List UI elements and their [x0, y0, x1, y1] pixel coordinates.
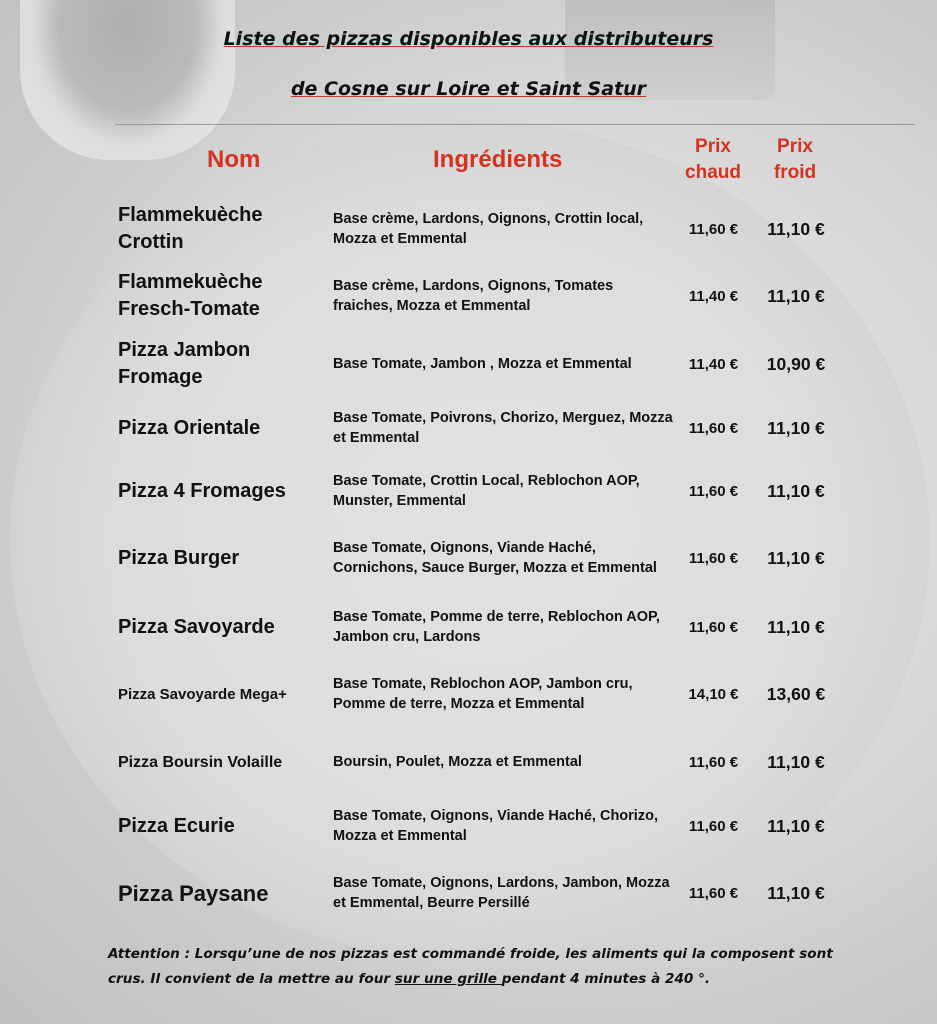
- pizza-ingredients: [333, 333, 673, 395]
- pizza-prix-chaud: [676, 797, 751, 855]
- pizza-prix-chaud-text: 11,40 €: [688, 287, 739, 305]
- pizza-prix-chaud-text: 11,60 €: [688, 549, 739, 567]
- pizza-name: [118, 860, 323, 926]
- pizza-prix-chaud: [676, 860, 751, 926]
- pizza-name-text: Pizza Orientale: [118, 416, 261, 439]
- note-underlined: sur une grille: [394, 971, 502, 987]
- pizza-name-text: Pizza Ecurie: [118, 814, 235, 837]
- pizza-ingredients: [333, 660, 673, 728]
- pizza-prix-froid: [757, 463, 835, 519]
- pizza-prix-chaud: [676, 600, 751, 654]
- pizza-name: [118, 198, 323, 260]
- pizza-ingredients-text: Base Tomate, Jambon , Mozza et Emmental: [333, 356, 632, 372]
- header-prix-chaud-line1: Prix: [695, 136, 731, 157]
- pizza-prix-froid-text: 11,10 €: [767, 815, 825, 836]
- pizza-prix-chaud-text: 11,60 €: [688, 419, 739, 437]
- pizza-row: [0, 736, 937, 788]
- pizza-prix-chaud: [676, 198, 751, 260]
- pizza-ingredients: [333, 198, 673, 260]
- pizza-prix-froid: [757, 600, 835, 654]
- pizza-row: [0, 400, 937, 456]
- pizza-prix-froid-text: 11,10 €: [767, 285, 825, 306]
- pizza-name: [118, 797, 323, 855]
- pizza-ingredients-text: Base Tomate, Oignons, Lardons, Jambon, Mozza et Emmental, Beurre Persillé: [333, 875, 670, 911]
- pizza-name: [118, 463, 323, 519]
- page-title-line2: de Cosne sur Loire et Saint Satur: [290, 78, 647, 100]
- pizza-prix-chaud: [676, 660, 751, 728]
- pizza-prix-froid-text: 11,10 €: [767, 218, 825, 239]
- pizza-row: [0, 660, 937, 728]
- pizza-prix-froid-text: 11,10 €: [767, 882, 825, 903]
- pizza-prix-froid: [757, 198, 835, 260]
- pizza-name: [118, 400, 323, 456]
- divider: [115, 124, 915, 125]
- pizza-ingredients-text: Base Tomate, Oignons, Viande Haché, Chorizo, Mozza et Emmental: [333, 808, 658, 844]
- pizza-row: [0, 523, 937, 593]
- header-ingredients: Ingrédients: [433, 146, 563, 173]
- pizza-prix-chaud: [676, 463, 751, 519]
- header-prix-froid-line2: froid: [773, 162, 817, 183]
- pizza-ingredients-text: Boursin, Poulet, Mozza et Emmental: [333, 754, 582, 770]
- pizza-prix-froid-text: 11,10 €: [767, 616, 825, 637]
- pizza-prix-froid: [757, 797, 835, 855]
- pizza-prix-froid: [757, 523, 835, 593]
- pizza-name-text: Pizza Boursin Volaille: [118, 753, 283, 771]
- pizza-ingredients: [333, 463, 673, 519]
- pizza-name-text: Pizza Burger: [118, 546, 240, 569]
- pizza-prix-froid: [757, 736, 835, 788]
- pizza-prix-froid-text: 11,10 €: [767, 480, 825, 501]
- note-text: Attention : Lorsqu’une de nos pizzas est commandé froide, les aliments qui la composent sont crus. Il convient de la mettre au four: [108, 946, 833, 987]
- page-title-line1: Liste des pizzas disponibles aux distributeurs: [223, 28, 714, 50]
- pizza-ingredients-text: Base crème, Lardons, Oignons, Crottin local, Mozza et Emmental: [333, 211, 644, 247]
- pizza-ingredients: [333, 600, 673, 654]
- pizza-ingredients-text: Base Tomate, Reblochon AOP, Jambon cru, Pomme de terre, Mozza et Emmental: [333, 676, 633, 712]
- pizza-name: [118, 736, 323, 788]
- pizza-ingredients: [333, 736, 673, 788]
- pizza-prix-froid-text: 10,90 €: [766, 353, 826, 374]
- pizza-row: [0, 600, 937, 654]
- pizza-ingredients-text: Base Tomate, Crottin Local, Reblochon AOP, Munster, Emmental: [333, 473, 640, 509]
- pizza-prix-froid: [757, 660, 835, 728]
- pizza-prix-chaud: [676, 736, 751, 788]
- pizza-row: [0, 198, 937, 260]
- pizza-name-text: Pizza Savoyarde Mega+: [118, 685, 287, 703]
- pizza-prix-froid-text: 11,10 €: [767, 751, 825, 772]
- pizza-prix-chaud-text: 11,60 €: [688, 618, 739, 636]
- header-nom: Nom: [207, 146, 261, 173]
- pizza-prix-froid: [757, 860, 835, 926]
- pizza-prix-chaud-text: 11,60 €: [688, 753, 739, 771]
- pizza-prix-chaud-text: 11,60 €: [688, 482, 739, 500]
- pizza-ingredients: [333, 400, 673, 456]
- pizza-name-text: Pizza Savoyarde: [118, 615, 275, 638]
- pizza-prix-chaud-text: 11,40 €: [688, 355, 739, 373]
- pizza-name: [118, 523, 323, 593]
- pizza-prix-chaud-text: 11,60 €: [688, 884, 739, 902]
- pizza-ingredients-text: Base Tomate, Poivrons, Chorizo, Merguez, Mozza et Emmental: [333, 410, 673, 446]
- warning-note: [108, 942, 868, 992]
- note-text-end: pendant 4 minutes à 240 °.: [501, 971, 711, 987]
- pizza-row: [0, 860, 937, 926]
- pizza-ingredients: [333, 265, 673, 327]
- pizza-prix-froid: [757, 265, 835, 327]
- pizza-name: [118, 600, 323, 654]
- pizza-prix-froid: [757, 400, 835, 456]
- pizza-prix-chaud: [676, 523, 751, 593]
- header-prix-chaud: [678, 134, 748, 186]
- pizza-row: [0, 463, 937, 519]
- pizza-prix-chaud-text: 11,60 €: [688, 220, 739, 238]
- pizza-ingredients: [333, 523, 673, 593]
- pizza-ingredients: [333, 797, 673, 855]
- pizza-ingredients-text: Base crème, Lardons, Oignons, Tomates fraiches, Mozza et Emmental: [333, 278, 614, 314]
- pizza-prix-chaud: [676, 265, 751, 327]
- pizza-name-text: Flammekuèche Fresch-Tomate: [118, 271, 263, 320]
- pizza-row: [0, 797, 937, 855]
- pizza-prix-froid-text: 11,10 €: [767, 547, 825, 568]
- pizza-prix-chaud-text: 14,10 €: [688, 685, 739, 703]
- pizza-name-text: Pizza Jambon Fromage: [118, 339, 251, 388]
- pizza-name: [118, 660, 323, 728]
- pizza-prix-froid: [757, 333, 835, 395]
- pizza-row: [0, 265, 937, 327]
- pizza-prix-froid-text: 13,60 €: [766, 683, 826, 704]
- pizza-prix-chaud: [676, 400, 751, 456]
- pizza-name: [118, 265, 323, 327]
- pizza-name-text: Pizza 4 Fromages: [118, 479, 286, 502]
- pizza-prix-chaud: [676, 333, 751, 395]
- header-prix-froid: [765, 134, 825, 186]
- pizza-name-text: Pizza Paysane: [118, 880, 269, 906]
- pizza-ingredients-text: Base Tomate, Pomme de terre, Reblochon AOP, Jambon cru, Lardons: [333, 609, 660, 645]
- pizza-ingredients-text: Base Tomate, Oignons, Viande Haché, Cornichons, Sauce Burger, Mozza et Emmental: [333, 540, 657, 576]
- pizza-row: [0, 333, 937, 395]
- pizza-prix-froid-text: 11,10 €: [767, 417, 825, 438]
- pizza-name: [118, 333, 323, 395]
- pizza-ingredients: [333, 860, 673, 926]
- pizza-name-text: Flammekuèche Crottin: [118, 204, 263, 253]
- header-prix-chaud-line2: chaud: [685, 162, 741, 183]
- header-prix-froid-line1: Prix: [777, 136, 813, 157]
- pizza-prix-chaud-text: 11,60 €: [688, 817, 739, 835]
